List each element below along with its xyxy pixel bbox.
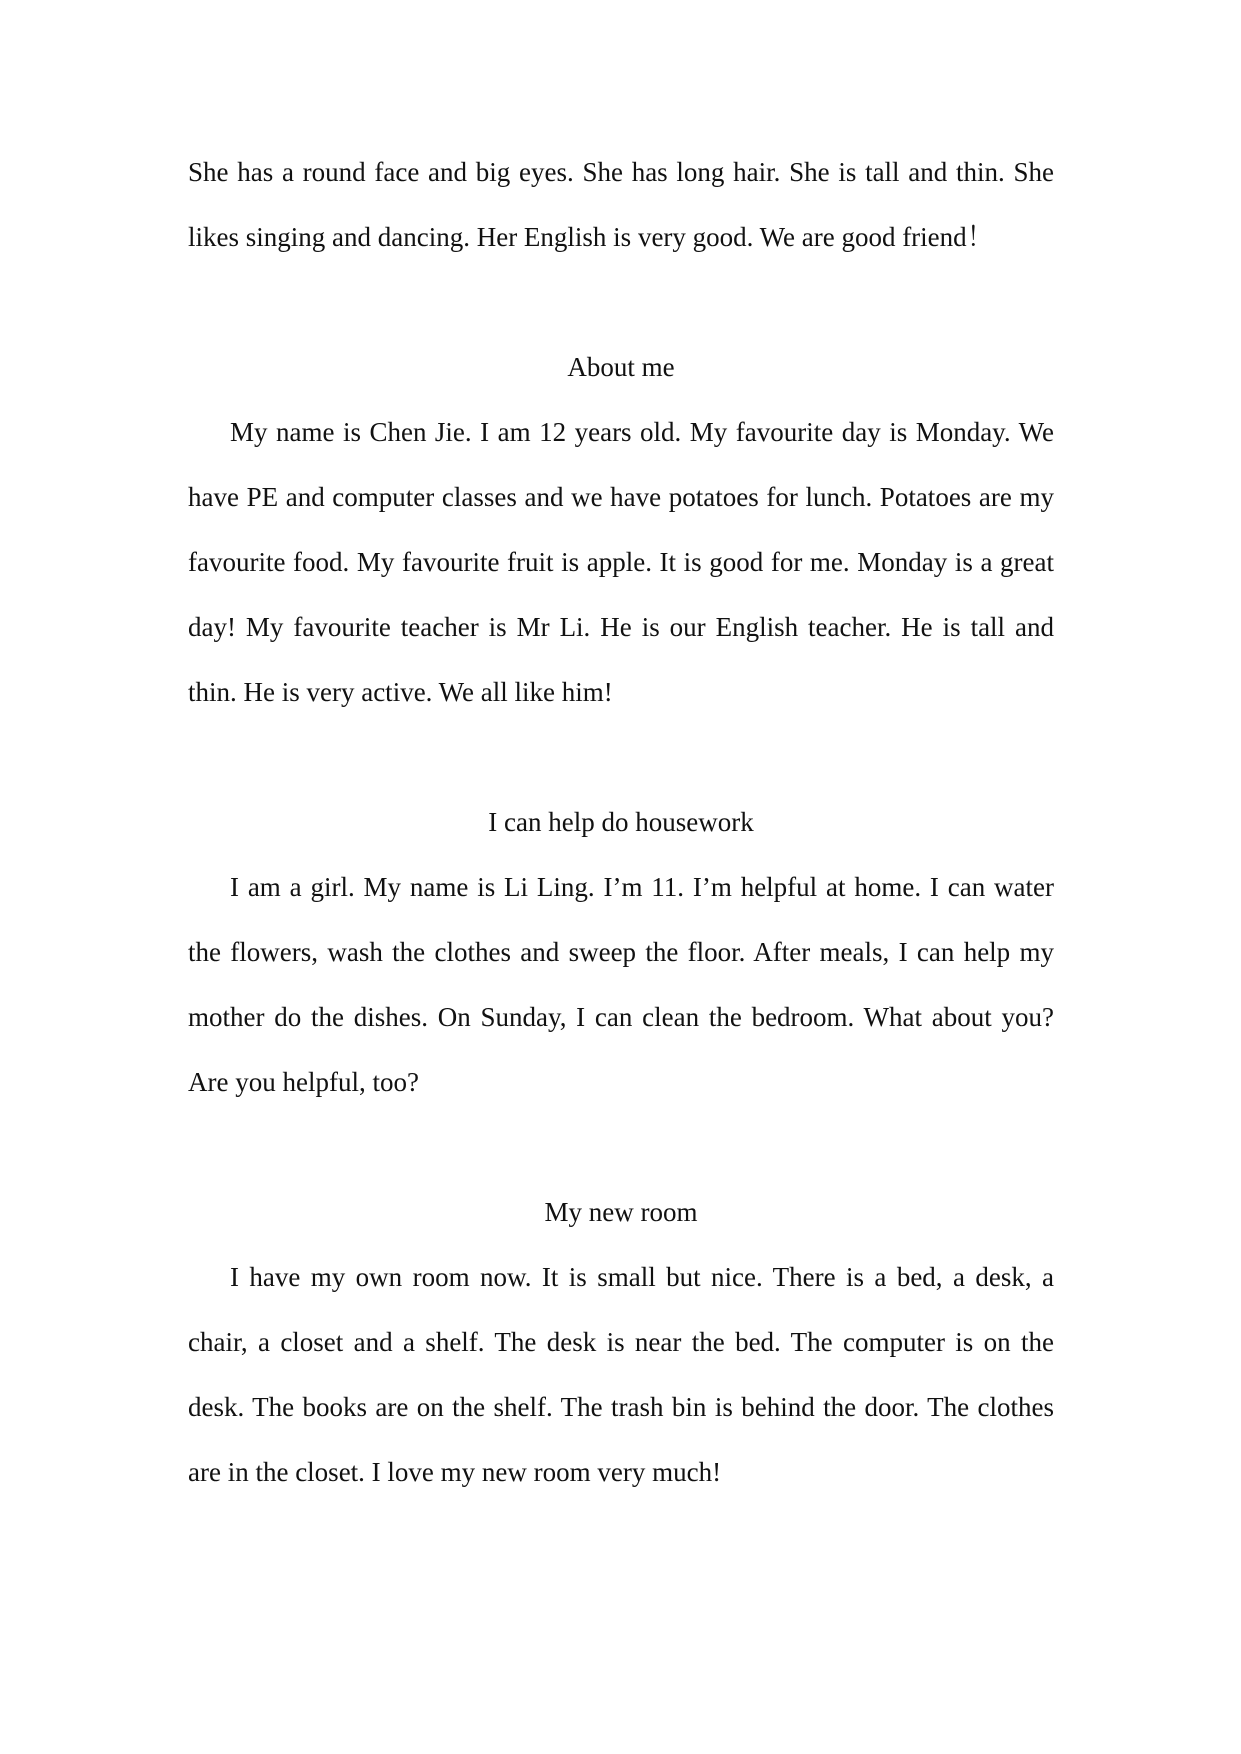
section-body: My name is Chen Jie. I am 12 years old. My favourite day is Monday. We have PE and computer classes and we have potatoes for lunch. Potatoes are my favourite food. My favourite fruit is apple. It is good for me. Monday is a great day! My favourite teacher is Mr Li. He is our English teacher. He is tall and thin. He is very active. We all like him! (188, 417, 1054, 707)
section-housework (188, 790, 1054, 1115)
section-about-me (188, 335, 1054, 725)
intro-paragraph: She has a round face and big eyes. She has long hair. She is tall and thin. She likes singing and dancing. Her English is very good. We are good friend！ (188, 157, 1054, 252)
section-body: I have my own room now. It is small but nice. There is a bed, a desk, a chair, a closet and a shelf. The desk is near the bed. The computer is on the desk. The books are on the shelf. The trash bin is behind the door. The clothes are in the closet. I love my new room very much! (188, 1262, 1054, 1487)
section-title: I can help do housework (488, 807, 754, 837)
section-title: About me (567, 352, 675, 382)
section-body: I am a girl. My name is Li Ling. I’m 11. I’m helpful at home. I can water the flowers, wash the clothes and sweep the floor. After meals, I can help my mother do the dishes. On Sunday, I can clean the bedroom. What about you? Are you helpful, too? (188, 872, 1054, 1097)
document-page (188, 140, 1054, 1505)
section-title: My new room (544, 1197, 698, 1227)
section-new-room (188, 1180, 1054, 1505)
